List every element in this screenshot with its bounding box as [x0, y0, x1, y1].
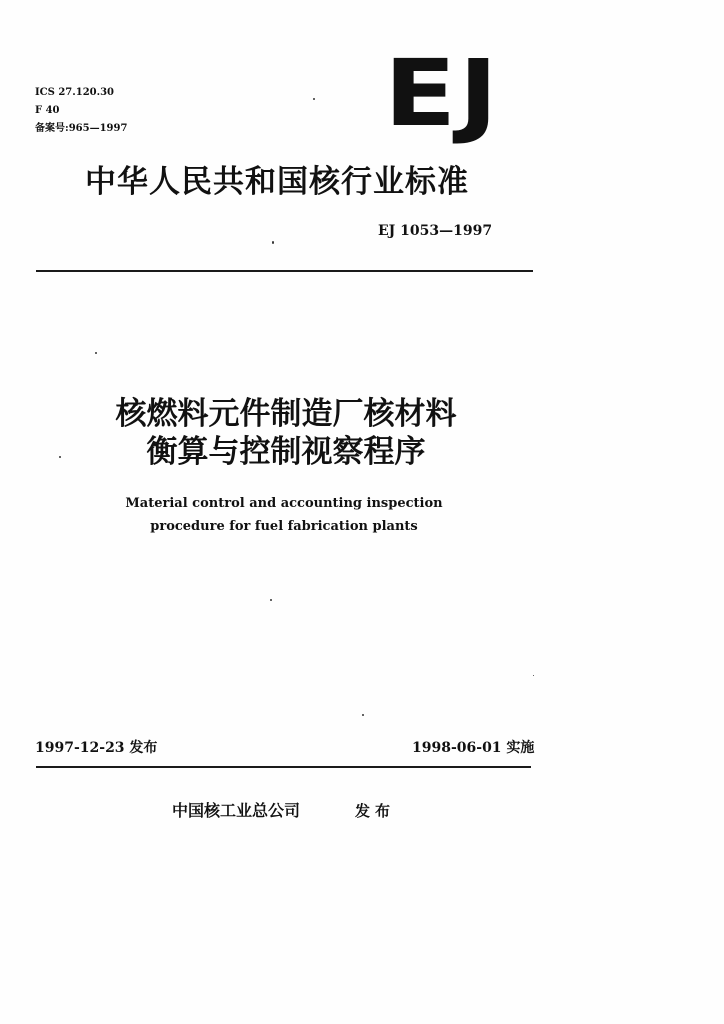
scan-speck [362, 714, 364, 716]
publisher-name: 中国核工业总公司 [172, 801, 301, 820]
scan-speck [272, 241, 274, 244]
en-title-line-2: procedure for fuel fabrication plants [150, 519, 418, 534]
en-title-line-1: Material control and accounting inspection [125, 496, 443, 511]
scan-speck [95, 352, 97, 354]
footer-divider [36, 766, 531, 768]
publish-verb: 发布 [355, 802, 396, 820]
classification-block [35, 84, 127, 138]
scan-speck [270, 599, 272, 601]
header-divider [36, 270, 533, 272]
ej-logo: EJ [384, 40, 501, 147]
cn-title-line-2: 衡算与控制视察程序 [146, 434, 426, 470]
scan-speck [59, 456, 61, 458]
implementation-date: 1998-06-01 实施 [412, 740, 535, 756]
cn-title-line-1: 核燃料元件制造厂核材料 [115, 396, 457, 432]
scan-speck [533, 675, 534, 676]
record-number: 备案号:965—1997 [35, 123, 128, 134]
scan-speck [313, 98, 315, 100]
standard-category-title: 中华人民共和国核行业标准 [85, 164, 469, 200]
standard-code: EJ 1053—1997 [378, 223, 493, 239]
ics-code: ICS 27.120.30 [35, 87, 115, 98]
issue-date: 1997-12-23 发布 [35, 740, 158, 756]
class-code: F 40 [35, 105, 60, 116]
